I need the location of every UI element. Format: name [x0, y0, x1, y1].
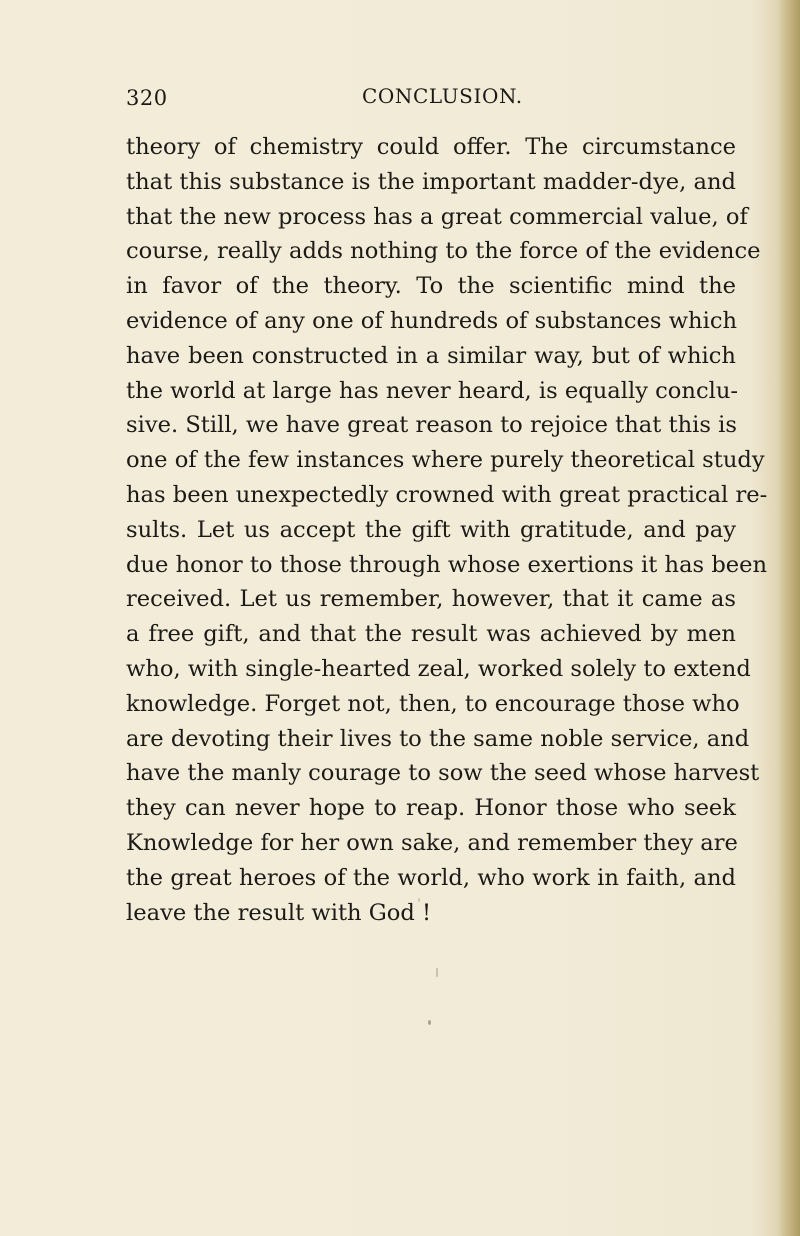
page-edge-shadow	[778, 0, 800, 1236]
text-line: that this substance is the important madder-dye, and	[126, 168, 736, 195]
text-line: one of the few instances where purely theoretical study	[126, 447, 765, 474]
text-line: have the manly courage to sow the seed whose harvest	[126, 760, 760, 787]
running-head: CONCLUSION.	[362, 84, 523, 108]
paper-speck	[436, 968, 438, 977]
text-line: are devoting their lives to the same noble service, and	[126, 725, 750, 752]
text-line: has been unexpectedly crowned with great practical re-	[126, 481, 768, 508]
text-line: the world at large has never heard, is equally conclu-	[126, 377, 739, 404]
text-line: due honor to those through whose exertions it has been	[126, 551, 768, 578]
text-line: Knowledge for her own sake, and remember they are	[126, 829, 738, 856]
text-line: sults. Let us accept the gift with gratitude, and pay	[126, 516, 736, 543]
text-line: in favor of the theory. To the scientific mind the	[126, 273, 736, 300]
text-line: a free gift, and that the result was achieved by men	[126, 621, 736, 648]
page-header	[126, 82, 726, 112]
page-number: 320	[126, 86, 168, 110]
paper-speck	[418, 898, 420, 902]
text-line: that the new process has a great commercial value, of	[126, 203, 748, 230]
paper-speck	[428, 1020, 431, 1025]
text-line: evidence of any one of hundreds of substances which	[126, 307, 738, 334]
text-line: received. Let us remember, however, that it came as	[126, 586, 736, 613]
text-line: knowledge. Forget not, then, to encourage those who	[126, 690, 740, 717]
text-line: they can never hope to reap. Honor those who seek	[126, 795, 736, 822]
body-text	[126, 130, 768, 930]
text-line: have been constructed in a similar way, but of which	[126, 342, 736, 369]
text-line: leave the result with God !	[126, 899, 432, 926]
text-line: the great heroes of the world, who work in faith, and	[126, 864, 736, 891]
text-line: course, really adds nothing to the force of the evidence	[126, 238, 761, 265]
text-line: theory of chemistry could offer. The circumstance	[126, 134, 736, 160]
text-line: sive. Still, we have great reason to rejoice that this is	[126, 412, 737, 439]
text-line: who, with single-hearted zeal, worked solely to extend	[126, 655, 751, 682]
